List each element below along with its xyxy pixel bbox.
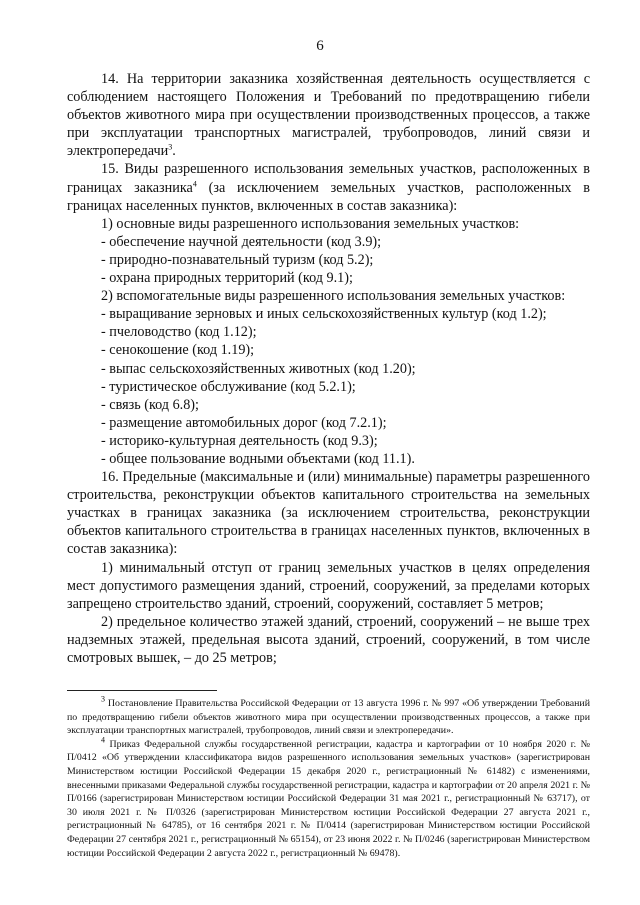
paragraph-15-text: 15. Виды разрешенного использования земельных участков, расположенных в границах заказника bbox=[67, 161, 590, 196]
main-use-item: - обеспечение научной деятельности (код 3.9); bbox=[101, 233, 382, 250]
main-uses-heading: 1) основные виды разрешенного использования земельных участков: bbox=[101, 215, 520, 232]
aux-use-item: - пчеловодство (код 1.12); bbox=[101, 324, 257, 341]
footnote-4 bbox=[67, 735, 590, 860]
aux-use-item: - туристическое обслуживание (код 5.2.1); bbox=[101, 378, 356, 395]
paragraph-15 bbox=[67, 160, 590, 214]
footnotes bbox=[67, 690, 590, 860]
paragraph-14-text: 14. На территории заказника хозяйственная деятельность осуществляется с соблюдением настоящего Положения и Требований по предотвращению гибели объектов животного мира при осуществлении производственных процессов, а также при эксплуатации транспортных магистралей, трубопроводов, линий связи и электропередачи bbox=[67, 71, 590, 160]
footnote-3 bbox=[67, 694, 590, 738]
aux-use-item: - выпас сельскохозяйственных животных (код 1.20); bbox=[101, 360, 416, 377]
main-use-item: - природно-познавательный туризм (код 5.2); bbox=[101, 251, 374, 268]
footnote-divider bbox=[67, 690, 217, 691]
paragraph-16: 16. Предельные (максимальные и (или) минимальные) параметры разрешенного строительства, реконструкции объектов капитального строительства на земельных участках в границах заказника (за исключением строительства, реконструкции объектов капитального строительства в границах населенных пунктов, включенных в состав заказника): bbox=[67, 469, 590, 558]
footnote-ref-4[interactable]: 4 bbox=[192, 178, 197, 188]
footnote-3-text: Постановление Правительства Российской Федерации от 13 августа 1996 г. № 997 «Об утверждении Требований по предотвращению гибели объектов животного мира при осуществлении производственных процессов, а также при эксплуатации транспортных магистралей, трубопроводов, линий связи и электропередачи». bbox=[67, 698, 590, 737]
main-use-item: - охрана природных территорий (код 9.1); bbox=[101, 270, 353, 287]
footnote-4-text: Приказ Федеральной службы государственной регистрации, кадастра и картографии от 10 ноября 2020 г. № П/0412 «Об утверждении классификатора видов разрешенного использования земельных участков» (зарегистрирован Министерством юстиции Российской Федерации 15 декабря 2020 г., регистрационный № 61482) с изменениями, внесенными приказами Федеральной службы государственной регистрации, кадастра и картографии от 20 апреля 2021 г. № П/0166 (зарегистрирован Министерством юстиции Российской Федерации 31 мая 2021 г., регистрационный № 63717), от 30 июля 2021 г. № П/0326 (зарегистрирован Министерством юстиции Российской Федерации 27 августа 2021 г., регистрационный № 64785), от 16 сентября 2021 г. № П/0414 (зарегистрирован Министерством юстиции Российской Федерации 27 сентября 2021 г., регистрационный № 65154), от 23 июня 2022 г. № П/0246 (зарегистрирован Министерством юстиции Российской Федерации 2 августа 2022 г., регистрационный № 69478). bbox=[67, 738, 590, 859]
aux-uses-heading: 2) вспомогательные виды разрешенного использования земельных участков: bbox=[101, 288, 566, 305]
aux-use-item: - связь (код 6.8); bbox=[101, 396, 199, 413]
aux-use-item: - историко-культурная деятельность (код 9.3); bbox=[101, 432, 378, 449]
aux-use-item: - сенокошение (код 1.19); bbox=[101, 342, 255, 359]
paragraph-14-end: . bbox=[172, 143, 176, 160]
footnote-3-number: 3 bbox=[101, 694, 105, 704]
aux-use-item: - общее пользование водными объектами (код 11.1). bbox=[101, 450, 415, 467]
paragraph-16-2: 2) предельное количество этажей зданий, строений, сооружений – не выше трех надземных этажей, предельная высота зданий, строений, сооружений, в том числе смотровых вышек, – до 25 метров; bbox=[67, 613, 590, 666]
footnote-4-number: 4 bbox=[101, 735, 105, 745]
aux-use-item: - размещение автомобильных дорог (код 7.2.1); bbox=[101, 414, 387, 431]
paragraph-14 bbox=[67, 70, 590, 160]
paragraph-16-1: 1) минимальный отступ от границ земельных участков в целях определения мест допустимого размещения зданий, строений, сооружений, за пределами которых запрещено строительство зданий, строений, сооружений, составляет 5 метров; bbox=[67, 559, 590, 612]
paragraph-15-end: (за исключением земельных участков, расположенных в границах населенных пунктов, включенных в состав заказника): bbox=[67, 179, 590, 214]
aux-use-item: - выращивание зерновых и иных сельскохозяйственных культур (код 1.2); bbox=[101, 306, 547, 323]
footnote-ref-3[interactable]: 3 bbox=[168, 142, 173, 152]
page-number: 6 bbox=[316, 38, 324, 54]
main-text bbox=[67, 70, 590, 667]
